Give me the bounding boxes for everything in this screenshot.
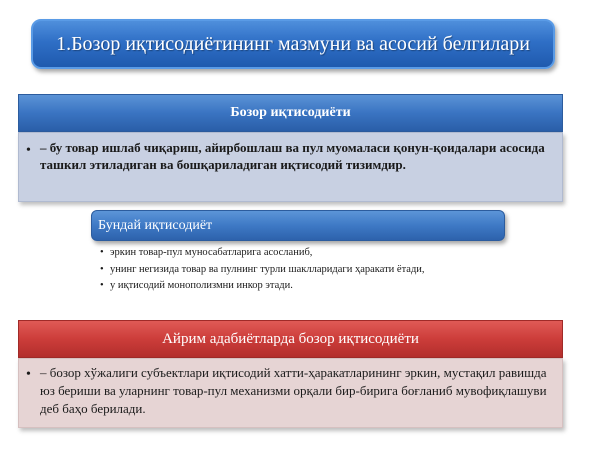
list-item: • эркин товар-пул муносабатларига асосланиб, bbox=[98, 246, 498, 260]
slide-title bbox=[31, 19, 555, 69]
slide-title-text: 1.Бозор иқтисодиётининг мазмуни ва асосий белгилари bbox=[56, 32, 530, 55]
market-economy-header bbox=[18, 94, 563, 132]
list-item: • унинг негизида товар ва пулнинг турли шаклларидаги ҳаракати ётади, bbox=[98, 263, 498, 277]
such-economy-list bbox=[98, 246, 498, 296]
bullet-icon: • bbox=[26, 143, 31, 158]
list-item: • у иқтисодий монополизмни инкор этади. bbox=[98, 279, 498, 293]
literature-definition-header-text: Айрим адабиётларда бозор иқтисодиёти bbox=[162, 330, 419, 347]
such-economy-header-text: Бундай иқтисодиёт bbox=[98, 217, 213, 233]
literature-definition-header bbox=[18, 320, 563, 358]
market-economy-header-text: Бозор иқтисодиёти bbox=[230, 105, 351, 120]
market-economy-definition: – бу товар ишлаб чиқариш, айирбошлаш ва пул муомаласи қонун-қоидалари асосида ташкил этиладиган ва бошқариладиган иқтисодий тизимдир. bbox=[40, 140, 545, 172]
literature-definition: – бозор хўжалиги субъектлари иқтисодий хатти-ҳаракатларининг эркин, мустақил равишда юз бериши ва уларнинг товар-пул механизми орқали бир-бирига боғланиб мувофиқлашуви деб баҳо берилади. bbox=[40, 365, 547, 416]
bullet-icon: • bbox=[26, 367, 31, 382]
such-economy-header bbox=[91, 210, 505, 241]
